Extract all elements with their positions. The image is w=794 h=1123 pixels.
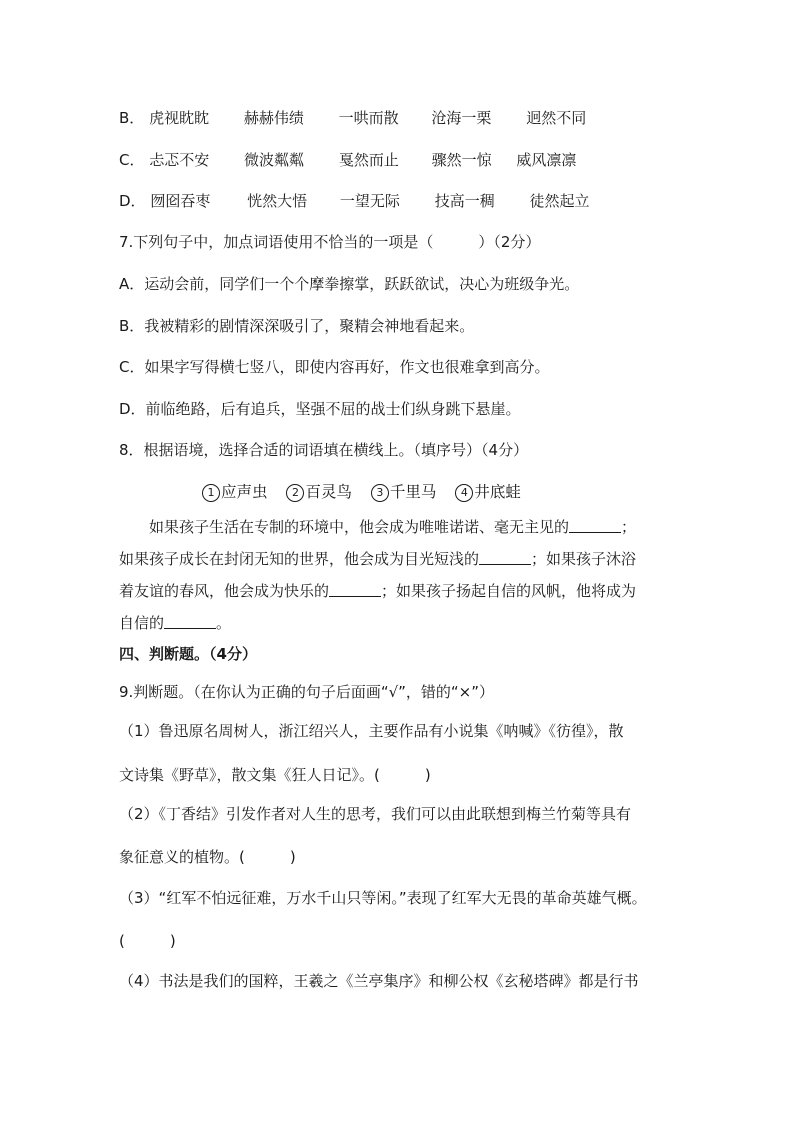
q7-option-b: B．我被精彩的剧情深深吸引了，聚精会神地看起来。 xyxy=(119,317,475,335)
q6-option-b xyxy=(119,108,586,128)
choice-1 xyxy=(202,483,268,501)
q7-option-d: D．前临绝路，后有追兵，坚强不屈的战士们纵身跳下悬崖。 xyxy=(119,400,521,418)
word: 赫赫伟绩 xyxy=(243,109,304,127)
word: 一望无际 xyxy=(339,192,400,210)
q8-paragraph-line-2 xyxy=(119,549,636,569)
choice-text: 井底蛙 xyxy=(474,483,521,501)
choice-2 xyxy=(286,483,352,501)
fill-blank[interactable] xyxy=(164,614,216,629)
word: 沧海一栗 xyxy=(431,109,492,127)
q9-item-2-line-1: （2）《丁香结》引发作者对人生的思考，我们可以由此联想到梅兰竹菊等具有 xyxy=(119,805,632,823)
fill-blank[interactable] xyxy=(329,582,381,597)
q7-option-c: C．如果字写得横七竖八，即使内容再好，作文也很难拿到高分。 xyxy=(119,358,550,376)
q9-item-3-line-1: （3）“红军不怕远征难，万水千山只等闲。”表现了红军大无畏的革命英雄气概。 xyxy=(119,889,647,907)
fill-blank[interactable] xyxy=(569,518,621,533)
word: 微波粼粼 xyxy=(244,151,305,169)
q7-stem: 7.下列句子中，加点词语使用不恰当的一项是（ ）（2分） xyxy=(119,233,541,251)
choice-3 xyxy=(371,483,437,501)
choice-4 xyxy=(455,483,521,501)
choice-text: 千里马 xyxy=(389,483,437,501)
choice-number: 1 xyxy=(202,484,220,502)
word: 虎视眈眈 xyxy=(149,109,210,127)
q8-paragraph-line-3 xyxy=(119,581,636,601)
option-letter: D． xyxy=(119,192,146,210)
choice-number: 2 xyxy=(286,484,304,502)
q9-item-2-line-2: 象征意义的植物。( ) xyxy=(119,848,296,866)
q9-item-1-line-2: 文诗集《野草》，散文集《狂人日记》。( ) xyxy=(119,766,431,784)
q7-option-a: A．运动会前，同学们一个个摩拳擦掌，跃跃欲试，决心为班级争光。 xyxy=(119,275,580,293)
choice-number: 3 xyxy=(371,484,389,502)
option-letter: C． xyxy=(119,151,145,169)
q9-item-1-line-1: （1）鲁迅原名周树人，浙江绍兴人，主要作品有小说集《呐喊》《彷徨》，散 xyxy=(119,722,624,740)
choice-text: 百灵鸟 xyxy=(305,483,352,501)
word: 一哄而散 xyxy=(338,109,399,127)
word: 技高一稠 xyxy=(434,192,495,210)
option-letter: B． xyxy=(119,109,145,127)
choice-number: 4 xyxy=(455,484,473,502)
q8-choices xyxy=(202,482,535,502)
choice-text: 应声虫 xyxy=(221,483,268,501)
word: 囫囵吞枣 xyxy=(150,192,211,210)
q6-option-d xyxy=(119,191,589,211)
word: 忐忑不安 xyxy=(149,151,210,169)
para-text: 。 xyxy=(216,614,232,632)
q8-paragraph-line-4 xyxy=(119,613,231,633)
word: 迥然不同 xyxy=(526,109,587,127)
q8-stem: 8．根据语境，选择合适的词语填在横线上。（填序号）（4分） xyxy=(119,441,529,459)
fill-blank[interactable] xyxy=(479,550,531,565)
word: 骤然一惊 xyxy=(431,151,492,169)
word: 恍然大悟 xyxy=(247,192,308,210)
q6-option-c xyxy=(119,150,576,170)
para-text: 着友谊的春风，他会成为快乐的 xyxy=(119,582,330,600)
q9-item-4-line-1: （4）书法是我们的国粹，王羲之《兰亭集序》和柳公权《玄秘塔碑》都是行书 xyxy=(119,972,639,990)
q8-paragraph-line-1 xyxy=(149,517,636,537)
para-text: ；如果孩子扬起自信的风帆，他将成为 xyxy=(381,582,637,600)
para-text: 如果孩子生活在专制的环境中，他会成为唯唯诺诺、毫无主见的 xyxy=(149,518,570,536)
para-text: 如果孩子成长在封闭无知的世界，他会成为目光短浅的 xyxy=(119,550,480,568)
word: 威风凛凛 xyxy=(516,151,577,169)
para-text: ；如果孩子沐浴 xyxy=(531,550,637,568)
q9-item-3-line-2: ( ) xyxy=(119,932,176,950)
para-text: ； xyxy=(621,518,637,536)
para-text: 自信的 xyxy=(119,614,165,632)
word: 徒然起立 xyxy=(529,192,590,210)
section-heading: 四、判断题。（4分） xyxy=(119,645,257,663)
word: 戛然而止 xyxy=(338,151,399,169)
q9-stem: 9.判断题。（在你认为正确的句子后面画“√”，错的“×”） xyxy=(119,683,495,701)
